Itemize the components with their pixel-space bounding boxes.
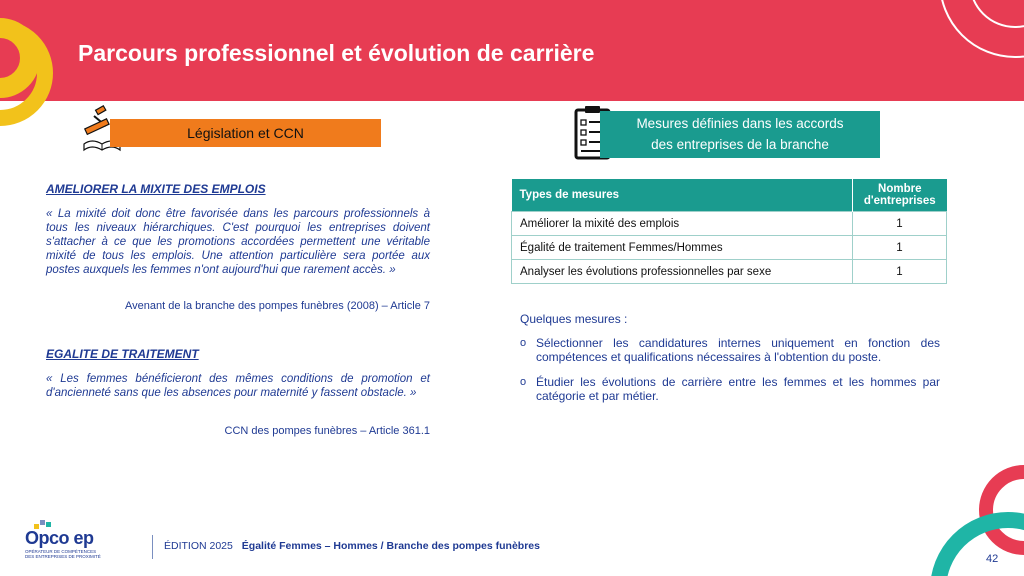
list-item [520, 336, 940, 364]
accords-box [600, 111, 880, 158]
legislation-badge: Législation et CCN [110, 119, 381, 147]
header-banner [0, 0, 1024, 101]
white-ring-outer [940, 0, 1024, 57]
page-number: 42 [986, 553, 999, 565]
measures-label: Quelques mesures : [520, 312, 628, 326]
row-count: 1 [853, 236, 947, 260]
footer-divider [152, 535, 153, 559]
list-item-text: Sélectionner les candidatures internes uniquement en fonction des compétences et qualifications nécessaires à l'obtention du poste. [536, 336, 940, 364]
accords-box-line1: Mesures définies dans les accords [636, 116, 844, 131]
row-count: 1 [853, 212, 947, 236]
quote-egalite: « Les femmes bénéficieront des mêmes conditions de promotion et d'ancienneté sans que les absences pour maternité y fassent obstacle. » [46, 373, 430, 399]
logo-subtitle: OPÉRATEUR DE COMPÉTENCES DES ENTREPRISES DE PROXIMITÉ [25, 549, 101, 559]
accords-box-line2: des entreprises de la branche [651, 137, 829, 152]
yellow-arc-decoration [0, 0, 60, 130]
table-row [512, 236, 947, 260]
opco-ep-logo [22, 520, 102, 564]
table-row [512, 260, 947, 284]
page-title: Parcours professionnel et évolution de carrière [78, 40, 595, 66]
measures-list [520, 336, 940, 414]
bullet-circle-icon: o [520, 337, 527, 349]
quote-mixite: « La mixité doit donc être favorisée dans les parcours professionnels à tous les niveaux hiérarchiques. C'est pourquoi les entreprises doivent s'attacher à ce que les promotions accordées permettent une véritable mixité de tous les emplois. Une attention particulière sera portée aux postes auxquels les femmes n'ont aujourd'hui que rarement accès. » [46, 208, 430, 276]
bullet-circle-icon: o [520, 376, 527, 388]
source-egalite: CCN des pompes funèbres – Article 361.1 [224, 425, 430, 437]
table-header-row [512, 179, 947, 212]
yellow-arc-shape [0, 28, 45, 118]
column-header-count: Nombre d'entreprises [853, 179, 947, 212]
list-item-text: Étudier les évolutions de carrière entre les femmes et les hommes par catégorie et par métier. [536, 375, 940, 403]
section-title-egalite: EGALITE DE TRAITEMENT [46, 347, 199, 361]
section-title-mixite: AMELIORER LA MIXITE DES EMPLOIS [46, 182, 266, 196]
list-item [520, 375, 940, 403]
footer-edition: ÉDITION 2025 [164, 540, 233, 552]
white-ring-inner [970, 0, 1024, 27]
row-label: Analyser les évolutions professionnelles par sexe [512, 260, 853, 284]
row-count: 1 [853, 260, 947, 284]
table-row [512, 212, 947, 236]
logo-wordmark: Opco ep [25, 528, 94, 548]
row-label: Améliorer la mixité des emplois [512, 212, 853, 236]
measures-table [511, 179, 947, 284]
red-ring-shape [986, 472, 1024, 548]
column-header-types: Types de mesures [512, 179, 853, 212]
source-mixite: Avenant de la branche des pompes funèbres (2008) – Article 7 [125, 300, 430, 312]
footer-subtitle: Égalité Femmes – Hommes / Branche des pompes funèbres [241, 540, 540, 552]
row-label: Égalité de traitement Femmes/Hommes [512, 236, 853, 260]
bottom-right-decoration [900, 450, 1024, 576]
footer-text [164, 540, 540, 552]
